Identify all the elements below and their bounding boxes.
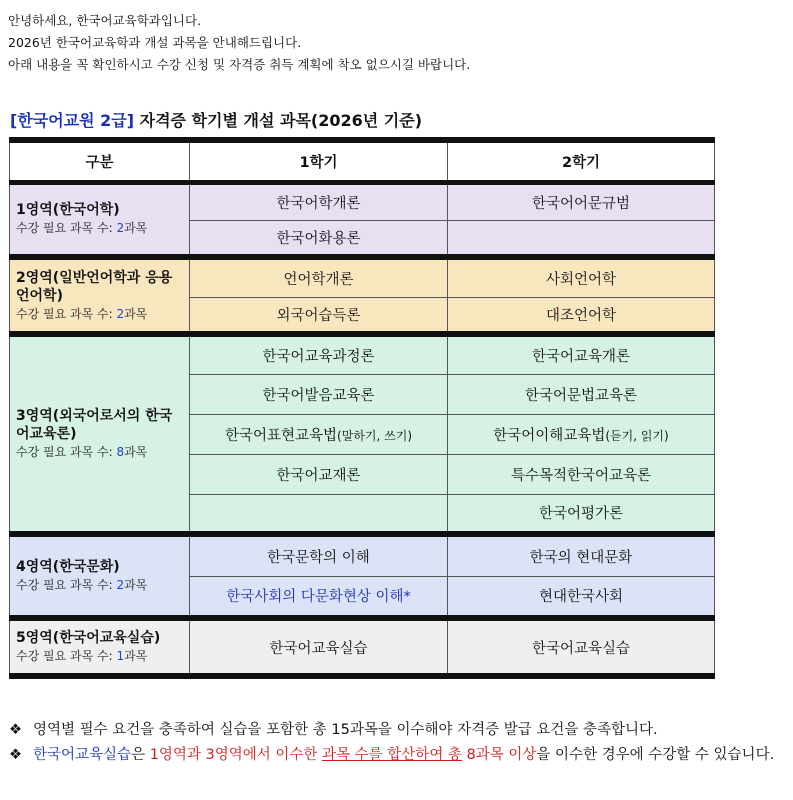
course-cell: 한국어발음교육론 (190, 374, 448, 414)
diamond-bullet-icon: ❖ (9, 722, 22, 738)
table-row (10, 334, 715, 374)
intro-line-3: 아래 내용을 꼭 확인하시고 수강 신청 및 자격증 취득 계획에 착오 없으시길 바랍니다. (8, 57, 471, 72)
course-cell: 외국어습득론 (190, 297, 448, 334)
course-cell (190, 494, 448, 534)
course-cell: 한국어교육개론 (448, 334, 715, 374)
course-cell: 한국사회의 다문화현상 이해* (190, 576, 448, 618)
course-cell: 한국어표현교육법(말하기, 쓰기) (190, 414, 448, 454)
notes (9, 718, 781, 768)
course-cell: 언어학개론 (190, 257, 448, 297)
area-2-requirement: 수강 필요 과목 수: 2과목 (16, 306, 148, 321)
course-cell: 한국어교재론 (190, 454, 448, 494)
note-1: ❖ 영역별 필수 요건을 충족하여 실습을 포함한 총 15과목을 이수해야 자격증 발급 요건을 충족합니다. (9, 718, 781, 743)
header-category: 구분 (10, 140, 190, 182)
course-table (9, 137, 715, 679)
table-title-accent: [한국어교원 2급] (10, 111, 135, 130)
area-4-requirement: 수강 필요 과목 수: 2과목 (16, 578, 148, 592)
intro-line-2: 2026년 한국어교육학과 개설 과목을 안내해드립니다. (8, 35, 302, 50)
course-cell: 한국어화용론 (190, 220, 448, 257)
area-1-requirement: 수강 필요 과목 수: 2과목 (16, 221, 148, 236)
course-cell: 한국어학개론 (190, 182, 448, 220)
course-cell: 한국문학의 이해 (190, 534, 448, 576)
area-2-name: 2영역(일반언어학과 응용언어학) (16, 269, 173, 304)
course-cell: 한국어이해교육법(듣기, 읽기) (448, 414, 715, 454)
course-cell: 사회언어학 (448, 257, 715, 297)
area-1-name: 1영역(한국어학) (16, 202, 120, 219)
area-4-cell (10, 534, 190, 618)
area-1-cell (10, 182, 190, 257)
area-3-requirement: 수강 필요 과목 수: 8과목 (16, 445, 148, 459)
course-cell: 한국어교육과정론 (190, 334, 448, 374)
course-cell: 한국어교육실습 (448, 618, 715, 676)
area-4-name: 4영역(한국문화) (16, 559, 120, 575)
course-cell: 한국어평가론 (448, 494, 715, 534)
course-cell (448, 220, 715, 257)
course-cell: 한국의 현대문화 (448, 534, 715, 576)
area-3-name: 3영역(외국어로서의 한국어교육론) (16, 408, 173, 442)
table-row (10, 257, 715, 297)
area-5-name: 5영역(한국어교육실습) (16, 630, 161, 646)
area-3-cell (10, 334, 190, 534)
course-cell: 대조언어학 (448, 297, 715, 334)
course-cell: 특수목적한국어교육론 (448, 454, 715, 494)
header-semester-2: 2학기 (448, 140, 715, 182)
table-title-text: 자격증 학기별 개설 과목(2026년 기준) (134, 111, 423, 130)
intro-line-1: 안녕하세요, 한국어교육학과입니다. (8, 13, 202, 28)
table-header-row (10, 140, 715, 182)
header-semester-1: 1학기 (190, 140, 448, 182)
course-cell: 현대한국사회 (448, 576, 715, 618)
course-cell: 한국어교육실습 (190, 618, 448, 676)
intro-text (8, 10, 470, 76)
area-2-cell (10, 257, 190, 334)
area-5-requirement: 수강 필요 과목 수: 1과목 (16, 649, 148, 663)
diamond-bullet-icon: ❖ (9, 747, 22, 763)
table-row (10, 182, 715, 220)
course-cell: 한국어어문규범 (448, 182, 715, 220)
area-5-cell (10, 618, 190, 676)
table-title (10, 108, 422, 131)
note-2: ❖ 한국어교육실습은 1영역과 3영역에서 이수한 과목 수를 합산하여 총 8과목 이상을 이수한 경우에 수강할 수 있습니다. (9, 743, 781, 768)
table-row (10, 534, 715, 576)
table-row (10, 618, 715, 676)
course-cell: 한국어문법교육론 (448, 374, 715, 414)
